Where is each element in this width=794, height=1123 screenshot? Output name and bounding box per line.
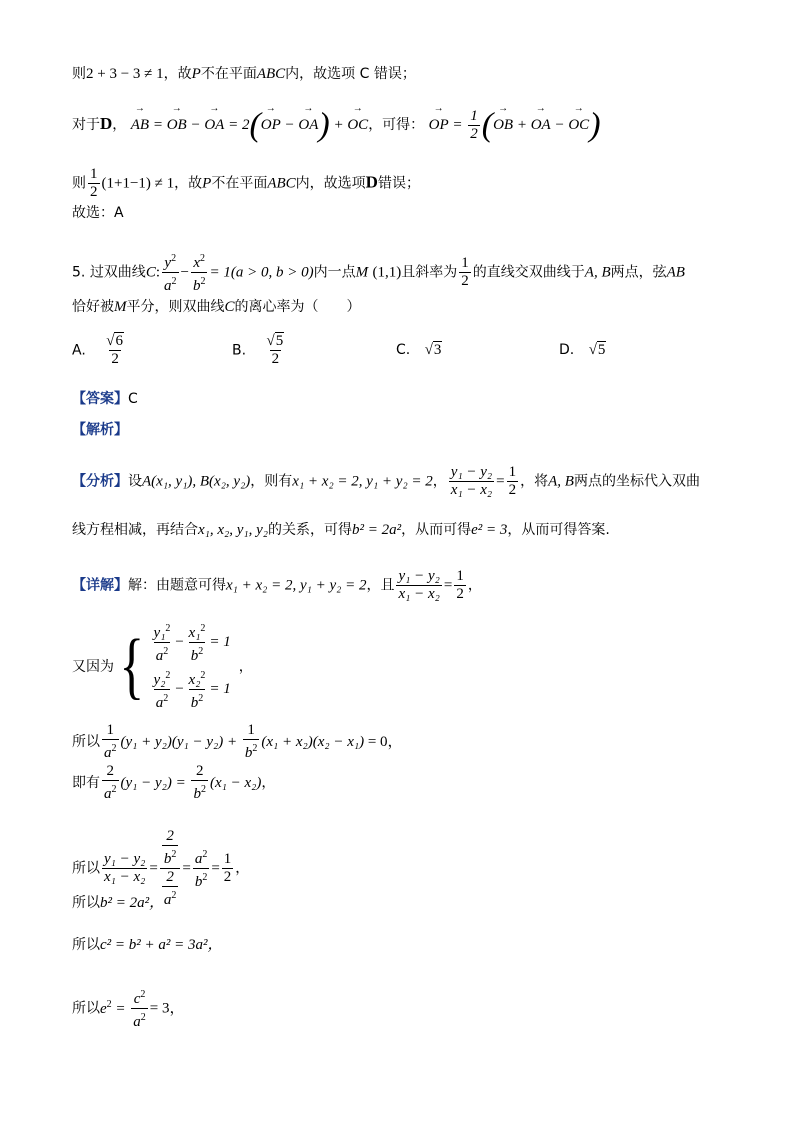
xiangjie-line: 【详解】解：由题意可得x₁ + x₂ = 2, y₁ + y₂ = 2，且 $\frac{\text{y₁ − y₂}}{\text{x₁ − x₂}}$ = $\frac{1}{2}$ ，: [72, 568, 482, 602]
option-b[interactable]: B. $\frac{√5}{2}$: [232, 333, 284, 367]
ratio-line: 所以 $\frac{\text{y₁ − y₂}}{\text{x₁ − x₂}}$ = $\frac{\frac{2}{b^2}}{\frac{2}{a^2}}$ = $\frac{a^2}{b^2}$ = $\frac{1}{2}$ ，: [72, 828, 250, 908]
fenxi-line-2: 线方程相减，再结合x₁, x₂, y₁, y₂的关系，可得b² = 2a²，从而可得e² = 3，从而可得答案.: [72, 522, 610, 538]
subtract-line: 所以 $\frac{1}{a^2}$ (y₁ + y₂)(y₁ − y₂) + $\frac{1}{b^2}$ (x₁ + x₂)(x₂ − x₁) = 0，: [72, 722, 403, 761]
fenxi-line-1: 【分析】设A(x₁, y₁), B(x₂, y₂)，则有x₁ + x₂ = 2, y₁ + y₂ = 2， $\frac{\text{y₁ − y₂}}{\text{x₁ − x₂}}$ = $\frac{1}{2}$ ，将A, B两点的坐标代入双曲: [72, 464, 700, 498]
b2-line: 所以b² = 2a²，: [72, 895, 165, 911]
answer-line: [72, 389, 138, 409]
solution-line-c-conclusion: 则2 + 3 − 3 ≠ 1，故P不在平面ABC内，故选项 C 错误；: [72, 66, 416, 82]
e2-line: 所以$e^2$ = $\frac{c^2}{a^2}$ = 3，: [72, 989, 185, 1030]
analysis-tag: 【解析】: [72, 422, 128, 438]
solution-line-d-conclusion: 则 $\frac{1}{2}$ (1+1−1) ≠ 1，故P不在平面ABC内，故选项D错误；: [72, 166, 420, 200]
solution-line-d-vectors: 对于D， → AB = → OB − → OA = 2(→ OP − → OA) + → OC，可得： → OP = $\frac{1}{2}$ (→ OB + → OA − → OC): [72, 108, 601, 143]
previous-answer: 故选：A: [72, 205, 124, 221]
jiyou-line: 即有 $\frac{2}{a^2}$ (y₁ − y₂) = $\frac{2}{b^2}$ (x₁ − x₂)，: [72, 763, 276, 802]
system-line: 又因为{ $\frac{y_1^2}{a^2}$ − $\frac{x_1^2}{b^2}$ = 1 $\frac{y_2^2}{a^2}$ − $\frac{x_2^2}{b^2}$ = 1 ，: [72, 623, 253, 711]
vector-op-result: → OP = $\frac{1}{2}$ (→ OB + → OA − → OC): [429, 117, 601, 133]
answer-value: C: [128, 391, 138, 407]
option-c[interactable]: C. √3: [396, 342, 442, 358]
option-a[interactable]: A. $\frac{√6}{2}$: [72, 333, 123, 367]
question-5-line-1: 5. 过双曲线C: $\frac{y^2}{a^2}$ − $\frac{x^2}{b^2}$ = 1(a > 0, b > 0)内一点M (1,1)且斜率为 $\frac{1}{2}$ 的直线交双曲线于A, B两点，弦AB: [72, 253, 685, 294]
option-d[interactable]: D. √5: [559, 342, 606, 358]
c2-line: 所以c² = b² + a² = 3a²，: [72, 937, 223, 953]
answer-tag: 【答案】: [72, 391, 128, 407]
math-expr: 2 + 3 − 3 ≠ 1: [86, 66, 164, 82]
vector-equation: → AB = → OB − → OA = 2(→ OP − → OA) + → OC: [131, 117, 368, 133]
question-5-line-2: 恰好被M平分，则双曲线C的离心率为（ ）: [72, 299, 361, 315]
